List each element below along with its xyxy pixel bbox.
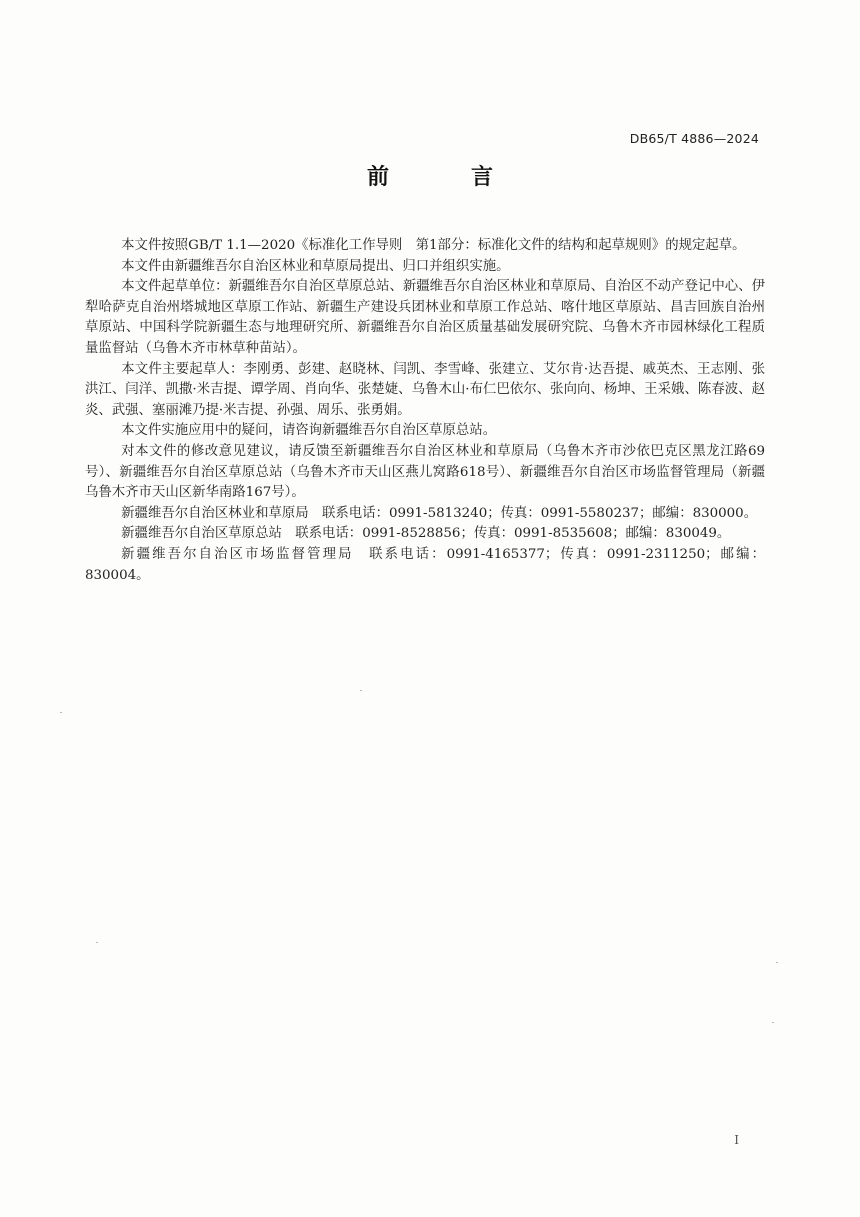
paragraph-inquiries: 本文件实施应用中的疑问，请咨询新疆维吾尔自治区草原总站。 — [121, 423, 497, 439]
scan-speck — [60, 712, 62, 713]
paragraph-proposer: 本文件由新疆维吾尔自治区林业和草原局提出、归口并组织实施。 — [121, 258, 510, 274]
standard-code: DB65/T 4886—2024 — [629, 131, 759, 146]
paragraph-contact-market: 新疆维吾尔自治区市场监督管理局 联系电话：0991-4165377；传真：0991-2311250；邮编：830004。 — [85, 546, 765, 583]
paragraph-drafters: 本文件主要起草人：李刚勇、彭建、赵晓林、闫凯、李雪峰、张建立、艾尔肯·达吾提、戚英杰、王志刚、张洪江、闫洋、凯撒·米吉提、谭学周、肖向华、张楚婕、乌鲁木山·布仁巴依尔、张向向、杨坤、王采娥、陈春波、赵炎、武强、塞丽滩乃提·米吉提、孙强、周乐、张勇娟。 — [85, 361, 765, 418]
paragraph-drafting-units: 本文件起草单位：新疆维吾尔自治区草原总站、新疆维吾尔自治区林业和草原局、自治区不动产登记中心、伊犁哈萨克自治州塔城地区草原工作站、新疆生产建设兵团林业和草原工作总站、喀什地区草原站、昌吉回族自治州草原站、中国科学院新疆生态与地理研究所、新疆维吾尔自治区质量基础发展研究院、乌鲁木齐市园林绿化工程质量监督站（乌鲁木齐市林草种苗站）。 — [85, 279, 765, 356]
paragraph-feedback: 对本文件的修改意见建议，请反馈至新疆维吾尔自治区林业和草原局（乌鲁木齐市沙依巴克区黑龙江路69号）、新疆维吾尔自治区草原总站（乌鲁木齐市天山区燕儿窝路618号）、新疆维吾尔自治区市场监督管理局（新疆乌鲁木齐市天山区新华南路167号）。 — [85, 443, 765, 501]
paragraph-contact-grassland: 新疆维吾尔自治区草原总站 联系电话：0991-8528856；传真：0991-8535608；邮编：830049。 — [121, 526, 731, 542]
page-title: 前 言 — [366, 165, 523, 190]
page-number: I — [734, 1133, 739, 1147]
foreword-body — [85, 236, 765, 586]
paragraph-drafting-rules: 本文件按照GB/T 1.1—2020《标准化工作导则 第1部分：标准化文件的结构和起草规则》的规定起草。 — [121, 238, 746, 253]
paragraph-contact-forestry: 新疆维吾尔自治区林业和草原局 联系电话：0991-5813240；传真：0991-5580237；邮编：830000。 — [121, 505, 758, 521]
scan-speck — [776, 962, 778, 963]
scan-speck — [360, 690, 362, 691]
scan-speck — [96, 942, 98, 943]
scan-speck — [772, 1022, 774, 1023]
